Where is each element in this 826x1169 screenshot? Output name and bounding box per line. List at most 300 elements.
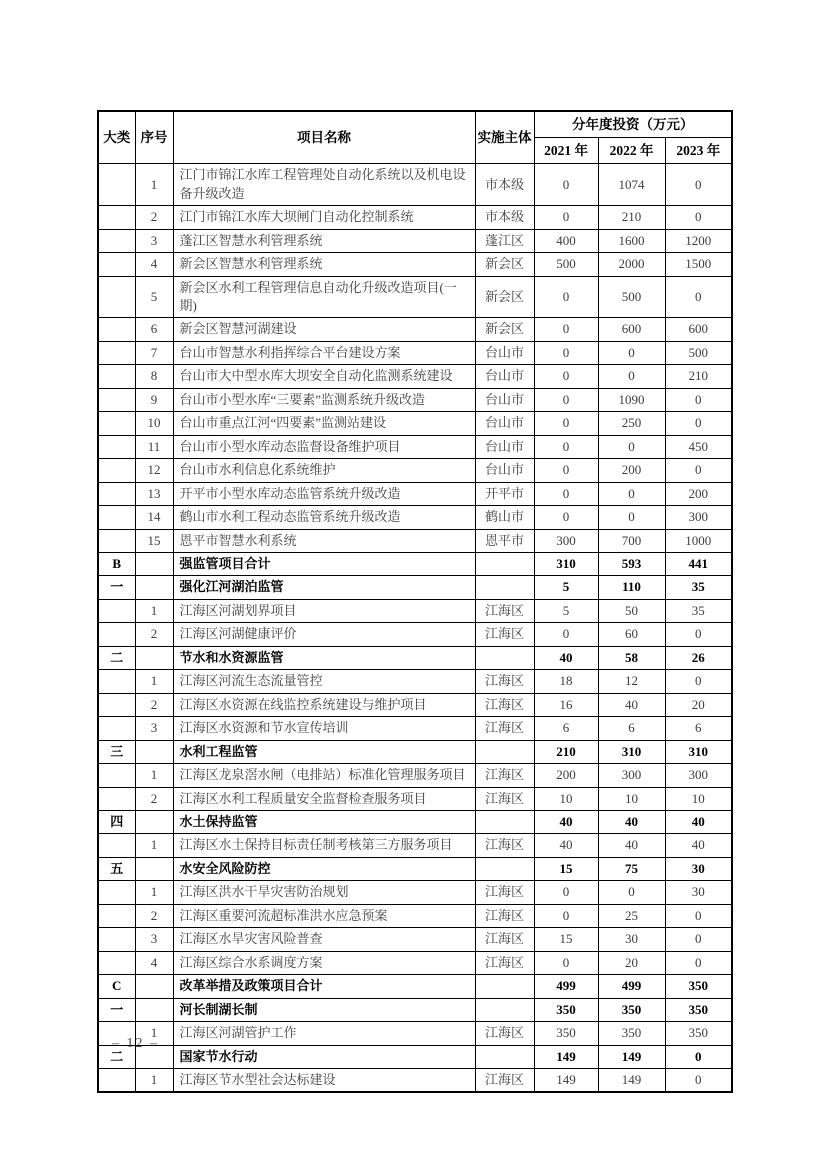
category-cell xyxy=(98,229,135,252)
table-row xyxy=(98,881,732,904)
year-2021-cell: 15 xyxy=(534,857,598,880)
year-2021-cell: 350 xyxy=(534,1022,598,1045)
seq-cell xyxy=(135,975,173,998)
seq-cell xyxy=(135,857,173,880)
entity-cell: 台山市 xyxy=(475,412,534,435)
entity-cell: 台山市 xyxy=(475,341,534,364)
seq-cell: 15 xyxy=(135,529,173,552)
year-2022-cell: 20 xyxy=(598,951,665,974)
year-2022-cell: 500 xyxy=(598,276,665,318)
table-row xyxy=(98,506,732,529)
category-cell xyxy=(98,506,135,529)
year-2023-cell: 35 xyxy=(665,599,732,622)
category-cell xyxy=(98,164,135,206)
table-row xyxy=(98,388,732,411)
header-year-2023: 2023 年 xyxy=(665,138,732,164)
seq-cell: 1 xyxy=(135,1022,173,1045)
seq-cell: 13 xyxy=(135,482,173,505)
category-cell xyxy=(98,599,135,622)
table-row xyxy=(98,599,732,622)
category-cell xyxy=(98,1068,135,1092)
category-cell xyxy=(98,206,135,229)
year-2023-cell: 0 xyxy=(665,206,732,229)
category-cell xyxy=(98,412,135,435)
seq-cell: 8 xyxy=(135,365,173,388)
year-2023-cell: 200 xyxy=(665,482,732,505)
table-row xyxy=(98,459,732,482)
category-cell: 二 xyxy=(98,1045,135,1068)
year-2022-cell: 30 xyxy=(598,928,665,951)
year-2023-cell: 40 xyxy=(665,811,732,834)
year-2023-cell: 0 xyxy=(665,1045,732,1068)
year-2022-cell: 10 xyxy=(598,787,665,810)
table-row xyxy=(98,553,732,576)
seq-cell: 4 xyxy=(135,253,173,276)
year-2023-cell: 441 xyxy=(665,553,732,576)
year-2021-cell: 0 xyxy=(534,365,598,388)
year-2023-cell: 40 xyxy=(665,834,732,857)
seq-cell: 1 xyxy=(135,670,173,693)
year-2023-cell: 0 xyxy=(665,459,732,482)
entity-cell xyxy=(475,576,534,599)
year-2023-cell: 26 xyxy=(665,646,732,669)
year-2022-cell: 110 xyxy=(598,576,665,599)
category-cell xyxy=(98,881,135,904)
seq-cell: 1 xyxy=(135,764,173,787)
project-name-cell: 江海区水资源和节水宣传培训 xyxy=(173,717,475,740)
seq-cell: 5 xyxy=(135,276,173,318)
year-2021-cell: 499 xyxy=(534,975,598,998)
year-2021-cell: 400 xyxy=(534,229,598,252)
year-2022-cell: 1090 xyxy=(598,388,665,411)
year-2023-cell: 0 xyxy=(665,388,732,411)
entity-cell: 台山市 xyxy=(475,459,534,482)
project-name-cell: 改革举措及政策项目合计 xyxy=(173,975,475,998)
year-2022-cell: 0 xyxy=(598,365,665,388)
year-2022-cell: 149 xyxy=(598,1068,665,1092)
year-2021-cell: 0 xyxy=(534,276,598,318)
project-name-cell: 台山市小型水库动态监督设备维护项目 xyxy=(173,435,475,458)
year-2022-cell: 300 xyxy=(598,764,665,787)
header-investment-group: 分年度投资（万元） xyxy=(534,111,732,138)
entity-cell: 江海区 xyxy=(475,928,534,951)
entity-cell: 江海区 xyxy=(475,693,534,716)
entity-cell xyxy=(475,553,534,576)
year-2021-cell: 0 xyxy=(534,341,598,364)
year-2022-cell: 0 xyxy=(598,482,665,505)
year-2022-cell: 6 xyxy=(598,717,665,740)
category-cell xyxy=(98,365,135,388)
seq-cell xyxy=(135,998,173,1021)
year-2023-cell: 450 xyxy=(665,435,732,458)
project-name-cell: 蓬江区智慧水利管理系统 xyxy=(173,229,475,252)
project-name-cell: 台山市重点江河“四要素”监测站建设 xyxy=(173,412,475,435)
table-row xyxy=(98,229,732,252)
project-name-cell: 江海区河湖管护工作 xyxy=(173,1022,475,1045)
year-2023-cell: 300 xyxy=(665,764,732,787)
year-2023-cell: 300 xyxy=(665,506,732,529)
category-cell xyxy=(98,834,135,857)
entity-cell: 市本级 xyxy=(475,206,534,229)
year-2022-cell: 593 xyxy=(598,553,665,576)
project-name-cell: 河长制湖长制 xyxy=(173,998,475,1021)
year-2023-cell: 600 xyxy=(665,318,732,341)
year-2023-cell: 6 xyxy=(665,717,732,740)
project-name-cell: 江海区水旱灾害风险普查 xyxy=(173,928,475,951)
seq-cell: 11 xyxy=(135,435,173,458)
entity-cell: 恩平市 xyxy=(475,529,534,552)
year-2022-cell: 0 xyxy=(598,341,665,364)
category-cell xyxy=(98,904,135,927)
seq-cell: 12 xyxy=(135,459,173,482)
year-2022-cell: 75 xyxy=(598,857,665,880)
table-row xyxy=(98,253,732,276)
year-2021-cell: 149 xyxy=(534,1068,598,1092)
year-2021-cell: 5 xyxy=(534,576,598,599)
year-2022-cell: 499 xyxy=(598,975,665,998)
year-2023-cell: 0 xyxy=(665,623,732,646)
table-row xyxy=(98,787,732,810)
table-row xyxy=(98,1022,732,1045)
year-2023-cell: 0 xyxy=(665,412,732,435)
year-2023-cell: 500 xyxy=(665,341,732,364)
project-name-cell: 江门市锦江水库工程管理处自动化系统以及机电设备升级改造 xyxy=(173,164,475,206)
year-2023-cell: 0 xyxy=(665,1068,732,1092)
year-2023-cell: 30 xyxy=(665,857,732,880)
year-2021-cell: 0 xyxy=(534,623,598,646)
project-name-cell: 江海区龙泉滘水闸（电排站）标准化管理服务项目 xyxy=(173,764,475,787)
year-2022-cell: 40 xyxy=(598,811,665,834)
table-row xyxy=(98,412,732,435)
project-name-cell: 节水和水资源监管 xyxy=(173,646,475,669)
category-cell xyxy=(98,388,135,411)
page-number: – 12 – xyxy=(112,1036,159,1051)
project-name-cell: 新会区水利工程管理信息自动化升级改造项目(一期) xyxy=(173,276,475,318)
project-name-cell: 江海区洪水干旱灾害防治规划 xyxy=(173,881,475,904)
table-row xyxy=(98,1045,732,1068)
entity-cell: 江海区 xyxy=(475,1022,534,1045)
year-2022-cell: 60 xyxy=(598,623,665,646)
year-2022-cell: 58 xyxy=(598,646,665,669)
entity-cell xyxy=(475,740,534,763)
table-row xyxy=(98,646,732,669)
entity-cell: 江海区 xyxy=(475,881,534,904)
year-2021-cell: 5 xyxy=(534,599,598,622)
year-2022-cell: 149 xyxy=(598,1045,665,1068)
year-2022-cell: 0 xyxy=(598,881,665,904)
year-2022-cell: 350 xyxy=(598,1022,665,1045)
seq-cell xyxy=(135,646,173,669)
entity-cell: 新会区 xyxy=(475,253,534,276)
table-row xyxy=(98,928,732,951)
entity-cell: 江海区 xyxy=(475,623,534,646)
year-2021-cell: 0 xyxy=(534,482,598,505)
year-2022-cell: 2000 xyxy=(598,253,665,276)
entity-cell: 江海区 xyxy=(475,764,534,787)
category-cell xyxy=(98,341,135,364)
year-2022-cell: 0 xyxy=(598,435,665,458)
year-2021-cell: 40 xyxy=(534,811,598,834)
category-cell xyxy=(98,435,135,458)
entity-cell: 江海区 xyxy=(475,904,534,927)
header-seq: 序号 xyxy=(135,111,173,164)
table-row xyxy=(98,998,732,1021)
header-year-2021: 2021 年 xyxy=(534,138,598,164)
year-2021-cell: 0 xyxy=(534,206,598,229)
seq-cell: 2 xyxy=(135,904,173,927)
project-name-cell: 江门市锦江水库大坝闸门自动化控制系统 xyxy=(173,206,475,229)
seq-cell: 1 xyxy=(135,164,173,206)
year-2023-cell: 1000 xyxy=(665,529,732,552)
seq-cell: 2 xyxy=(135,787,173,810)
project-name-cell: 台山市智慧水利指挥综合平台建设方案 xyxy=(173,341,475,364)
seq-cell: 2 xyxy=(135,623,173,646)
category-cell xyxy=(98,764,135,787)
table-row xyxy=(98,693,732,716)
table-row xyxy=(98,670,732,693)
category-cell xyxy=(98,482,135,505)
table-row xyxy=(98,904,732,927)
entity-cell: 蓬江区 xyxy=(475,229,534,252)
category-cell: 一 xyxy=(98,576,135,599)
header-project-name: 项目名称 xyxy=(173,111,475,164)
seq-cell xyxy=(135,811,173,834)
category-cell xyxy=(98,529,135,552)
seq-cell: 4 xyxy=(135,951,173,974)
seq-cell: 1 xyxy=(135,599,173,622)
table-row xyxy=(98,975,732,998)
table-row xyxy=(98,365,732,388)
year-2021-cell: 350 xyxy=(534,998,598,1021)
year-2023-cell: 0 xyxy=(665,164,732,206)
year-2022-cell: 700 xyxy=(598,529,665,552)
project-name-cell: 江海区河流生态流量管控 xyxy=(173,670,475,693)
year-2021-cell: 0 xyxy=(534,881,598,904)
year-2022-cell: 310 xyxy=(598,740,665,763)
entity-cell xyxy=(475,857,534,880)
seq-cell: 7 xyxy=(135,341,173,364)
year-2021-cell: 0 xyxy=(534,951,598,974)
seq-cell: 2 xyxy=(135,693,173,716)
project-name-cell: 新会区智慧水利管理系统 xyxy=(173,253,475,276)
table-row xyxy=(98,1068,732,1092)
seq-cell: 6 xyxy=(135,318,173,341)
category-cell xyxy=(98,717,135,740)
category-cell: B xyxy=(98,553,135,576)
seq-cell xyxy=(135,576,173,599)
header-category: 大类 xyxy=(98,111,135,164)
table-row xyxy=(98,740,732,763)
seq-cell xyxy=(135,553,173,576)
year-2023-cell: 0 xyxy=(665,904,732,927)
category-cell xyxy=(98,459,135,482)
category-cell: 三 xyxy=(98,740,135,763)
entity-cell: 江海区 xyxy=(475,1068,534,1092)
year-2021-cell: 6 xyxy=(534,717,598,740)
seq-cell: 1 xyxy=(135,834,173,857)
project-name-cell: 水土保持监管 xyxy=(173,811,475,834)
entity-cell: 江海区 xyxy=(475,670,534,693)
category-cell xyxy=(98,623,135,646)
table-row xyxy=(98,529,732,552)
project-name-cell: 水安全风险防控 xyxy=(173,857,475,880)
year-2021-cell: 310 xyxy=(534,553,598,576)
project-name-cell: 鹤山市水利工程动态监管系统升级改造 xyxy=(173,506,475,529)
seq-cell: 1 xyxy=(135,881,173,904)
year-2022-cell: 25 xyxy=(598,904,665,927)
year-2023-cell: 1200 xyxy=(665,229,732,252)
year-2023-cell: 0 xyxy=(665,951,732,974)
year-2023-cell: 350 xyxy=(665,975,732,998)
seq-cell: 14 xyxy=(135,506,173,529)
header-entity: 实施主体 xyxy=(475,111,534,164)
year-2021-cell: 500 xyxy=(534,253,598,276)
year-2022-cell: 0 xyxy=(598,506,665,529)
year-2021-cell: 0 xyxy=(534,412,598,435)
category-cell: 二 xyxy=(98,646,135,669)
year-2023-cell: 350 xyxy=(665,1022,732,1045)
table-row xyxy=(98,341,732,364)
year-2022-cell: 40 xyxy=(598,834,665,857)
entity-cell xyxy=(475,646,534,669)
year-2021-cell: 40 xyxy=(534,646,598,669)
category-cell xyxy=(98,318,135,341)
table-row xyxy=(98,482,732,505)
table-header xyxy=(98,111,732,164)
entity-cell: 江海区 xyxy=(475,834,534,857)
category-cell: C xyxy=(98,975,135,998)
year-2021-cell: 15 xyxy=(534,928,598,951)
project-name-cell: 强化江河湖泊监管 xyxy=(173,576,475,599)
table-row xyxy=(98,164,732,206)
year-2022-cell: 200 xyxy=(598,459,665,482)
entity-cell: 市本级 xyxy=(475,164,534,206)
table-row xyxy=(98,857,732,880)
table-row xyxy=(98,764,732,787)
year-2023-cell: 20 xyxy=(665,693,732,716)
table-row xyxy=(98,206,732,229)
year-2022-cell: 40 xyxy=(598,693,665,716)
entity-cell xyxy=(475,975,534,998)
year-2021-cell: 16 xyxy=(534,693,598,716)
year-2021-cell: 300 xyxy=(534,529,598,552)
year-2021-cell: 0 xyxy=(534,506,598,529)
category-cell xyxy=(98,670,135,693)
year-2023-cell: 30 xyxy=(665,881,732,904)
year-2023-cell: 350 xyxy=(665,998,732,1021)
project-name-cell: 江海区重要河流超标准洪水应急预案 xyxy=(173,904,475,927)
project-name-cell: 江海区河湖健康评价 xyxy=(173,623,475,646)
year-2021-cell: 0 xyxy=(534,904,598,927)
seq-cell: 2 xyxy=(135,206,173,229)
entity-cell xyxy=(475,1045,534,1068)
entity-cell: 江海区 xyxy=(475,787,534,810)
year-2021-cell: 10 xyxy=(534,787,598,810)
entity-cell: 江海区 xyxy=(475,599,534,622)
year-2022-cell: 1600 xyxy=(598,229,665,252)
table-body xyxy=(98,164,732,1093)
project-name-cell: 台山市大中型水库大坝安全自动化监测系统建设 xyxy=(173,365,475,388)
table-row xyxy=(98,318,732,341)
year-2021-cell: 40 xyxy=(534,834,598,857)
category-cell xyxy=(98,276,135,318)
project-name-cell: 江海区水利工程质量安全监督检查服务项目 xyxy=(173,787,475,810)
entity-cell: 开平市 xyxy=(475,482,534,505)
year-2021-cell: 149 xyxy=(534,1045,598,1068)
entity-cell: 台山市 xyxy=(475,388,534,411)
year-2021-cell: 0 xyxy=(534,388,598,411)
project-name-cell: 新会区智慧河湖建设 xyxy=(173,318,475,341)
table-row xyxy=(98,951,732,974)
project-name-cell: 台山市水利信息化系统维护 xyxy=(173,459,475,482)
year-2023-cell: 310 xyxy=(665,740,732,763)
project-name-cell: 恩平市智慧水利系统 xyxy=(173,529,475,552)
seq-cell: 1 xyxy=(135,1068,173,1092)
project-name-cell: 水利工程监管 xyxy=(173,740,475,763)
year-2021-cell: 0 xyxy=(534,164,598,206)
table-row xyxy=(98,623,732,646)
year-2023-cell: 0 xyxy=(665,670,732,693)
entity-cell xyxy=(475,811,534,834)
project-name-cell: 江海区节水型社会达标建设 xyxy=(173,1068,475,1092)
year-2021-cell: 200 xyxy=(534,764,598,787)
table-row xyxy=(98,576,732,599)
entity-cell: 鹤山市 xyxy=(475,506,534,529)
table-row xyxy=(98,435,732,458)
category-cell xyxy=(98,693,135,716)
year-2023-cell: 0 xyxy=(665,276,732,318)
seq-cell: 3 xyxy=(135,928,173,951)
project-name-cell: 江海区河湖划界项目 xyxy=(173,599,475,622)
project-name-cell: 开平市小型水库动态监管系统升级改造 xyxy=(173,482,475,505)
year-2022-cell: 1074 xyxy=(598,164,665,206)
year-2023-cell: 35 xyxy=(665,576,732,599)
category-cell: 一 xyxy=(98,998,135,1021)
year-2021-cell: 0 xyxy=(534,459,598,482)
project-name-cell: 强监管项目合计 xyxy=(173,553,475,576)
category-cell xyxy=(98,787,135,810)
project-name-cell: 江海区水资源在线监控系统建设与维护项目 xyxy=(173,693,475,716)
year-2022-cell: 250 xyxy=(598,412,665,435)
category-cell xyxy=(98,951,135,974)
header-year-2022: 2022 年 xyxy=(598,138,665,164)
seq-cell: 9 xyxy=(135,388,173,411)
year-2022-cell: 210 xyxy=(598,206,665,229)
year-2022-cell: 600 xyxy=(598,318,665,341)
seq-cell: 10 xyxy=(135,412,173,435)
category-cell: 五 xyxy=(98,857,135,880)
entity-cell xyxy=(475,998,534,1021)
seq-cell xyxy=(135,740,173,763)
year-2021-cell: 210 xyxy=(534,740,598,763)
year-2023-cell: 10 xyxy=(665,787,732,810)
year-2021-cell: 0 xyxy=(534,318,598,341)
year-2023-cell: 210 xyxy=(665,365,732,388)
entity-cell: 台山市 xyxy=(475,435,534,458)
year-2022-cell: 12 xyxy=(598,670,665,693)
seq-cell: 3 xyxy=(135,717,173,740)
category-cell xyxy=(98,928,135,951)
seq-cell: 3 xyxy=(135,229,173,252)
year-2022-cell: 50 xyxy=(598,599,665,622)
table-row xyxy=(98,276,732,318)
project-name-cell: 台山市小型水库“三要素”监测系统升级改造 xyxy=(173,388,475,411)
project-name-cell: 江海区水土保持目标责任制考核第三方服务项目 xyxy=(173,834,475,857)
year-2023-cell: 0 xyxy=(665,928,732,951)
year-2021-cell: 18 xyxy=(534,670,598,693)
year-2023-cell: 1500 xyxy=(665,253,732,276)
table-row xyxy=(98,811,732,834)
